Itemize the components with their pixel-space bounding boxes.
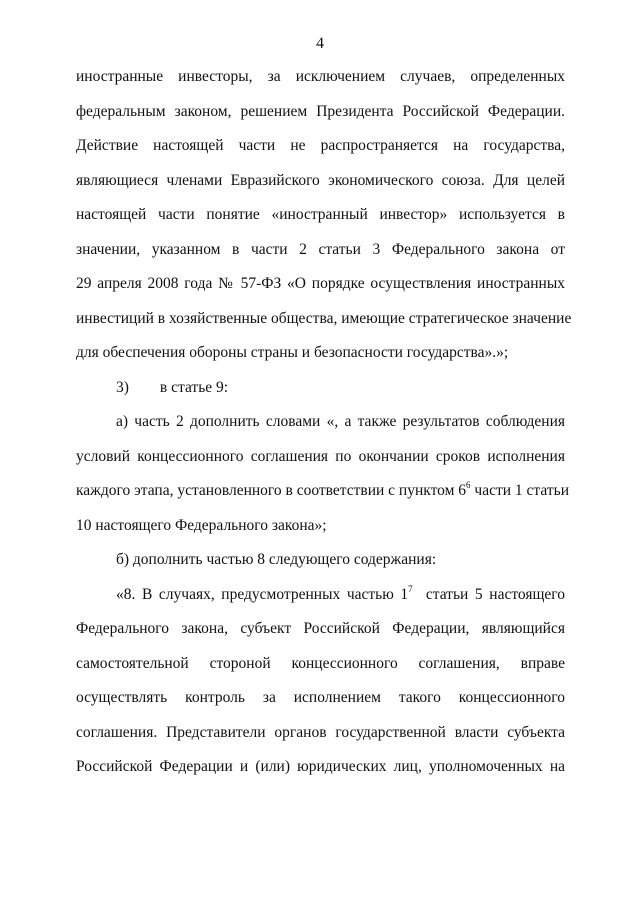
list-item-3: 3) в статье 9: <box>116 379 229 396</box>
text-line: для обеспечения обороны страны и безопасности государства».»; <box>76 344 509 361</box>
text-line: соглашения. Представители органов государственной власти субъекта <box>76 724 565 741</box>
text-segment: статьи 5 настоящего <box>412 586 566 603</box>
text-line: федеральным законом, решением Президента Российской Федерации. <box>76 103 565 120</box>
page-number: 4 <box>316 35 324 52</box>
text-line: Федерального закона, субъект Российской Федерации, являющийся <box>76 620 565 637</box>
text-line: б) дополнить частью 8 следующего содержания: <box>116 551 437 568</box>
text-line: Российской Федерации и (или) юридических лиц, уполномоченных на <box>76 758 565 775</box>
text-line: являющиеся членами Евразийского экономического союза. Для целей <box>76 172 565 189</box>
text-segment: части 1 статьи <box>470 482 570 499</box>
text-line <box>116 585 565 605</box>
text-line: осуществлять контроль за исполнением такого концессионного <box>76 689 565 706</box>
text-line <box>76 480 570 501</box>
text-segment: «8. В случаях, предусмотренных частью 1 <box>116 586 409 603</box>
text-line: самостоятельной стороной концессионного соглашения, вправе <box>76 655 565 672</box>
superscript: 6 <box>466 480 471 490</box>
text-line: иностранные инвесторы, за исключением случаев, определенных <box>76 68 565 85</box>
text-line: 29 апреля 2008 года № 57-ФЗ «О порядке осуществления иностранных <box>76 275 565 292</box>
text-line: значении, указанном в части 2 статьи 3 Федерального закона от <box>76 241 565 258</box>
text-line: а) часть 2 дополнить словами «, а также результатов соблюдения <box>116 413 565 430</box>
superscript: 7 <box>408 584 413 594</box>
text-line: Действие настоящей части не распространяется на государства, <box>76 137 565 154</box>
text-line: 10 настоящего Федерального закона»; <box>76 517 327 534</box>
text-line: инвестиций в хозяйственные общества, имеющие стратегическое значение <box>76 310 572 327</box>
text-line: условий концессионного соглашения по окончании сроков исполнения <box>76 448 565 465</box>
text-line: настоящей части понятие «иностранный инвестор» используется в <box>76 206 565 223</box>
text-segment: каждого этапа, установленного в соответствии с пунктом 6 <box>76 482 467 499</box>
